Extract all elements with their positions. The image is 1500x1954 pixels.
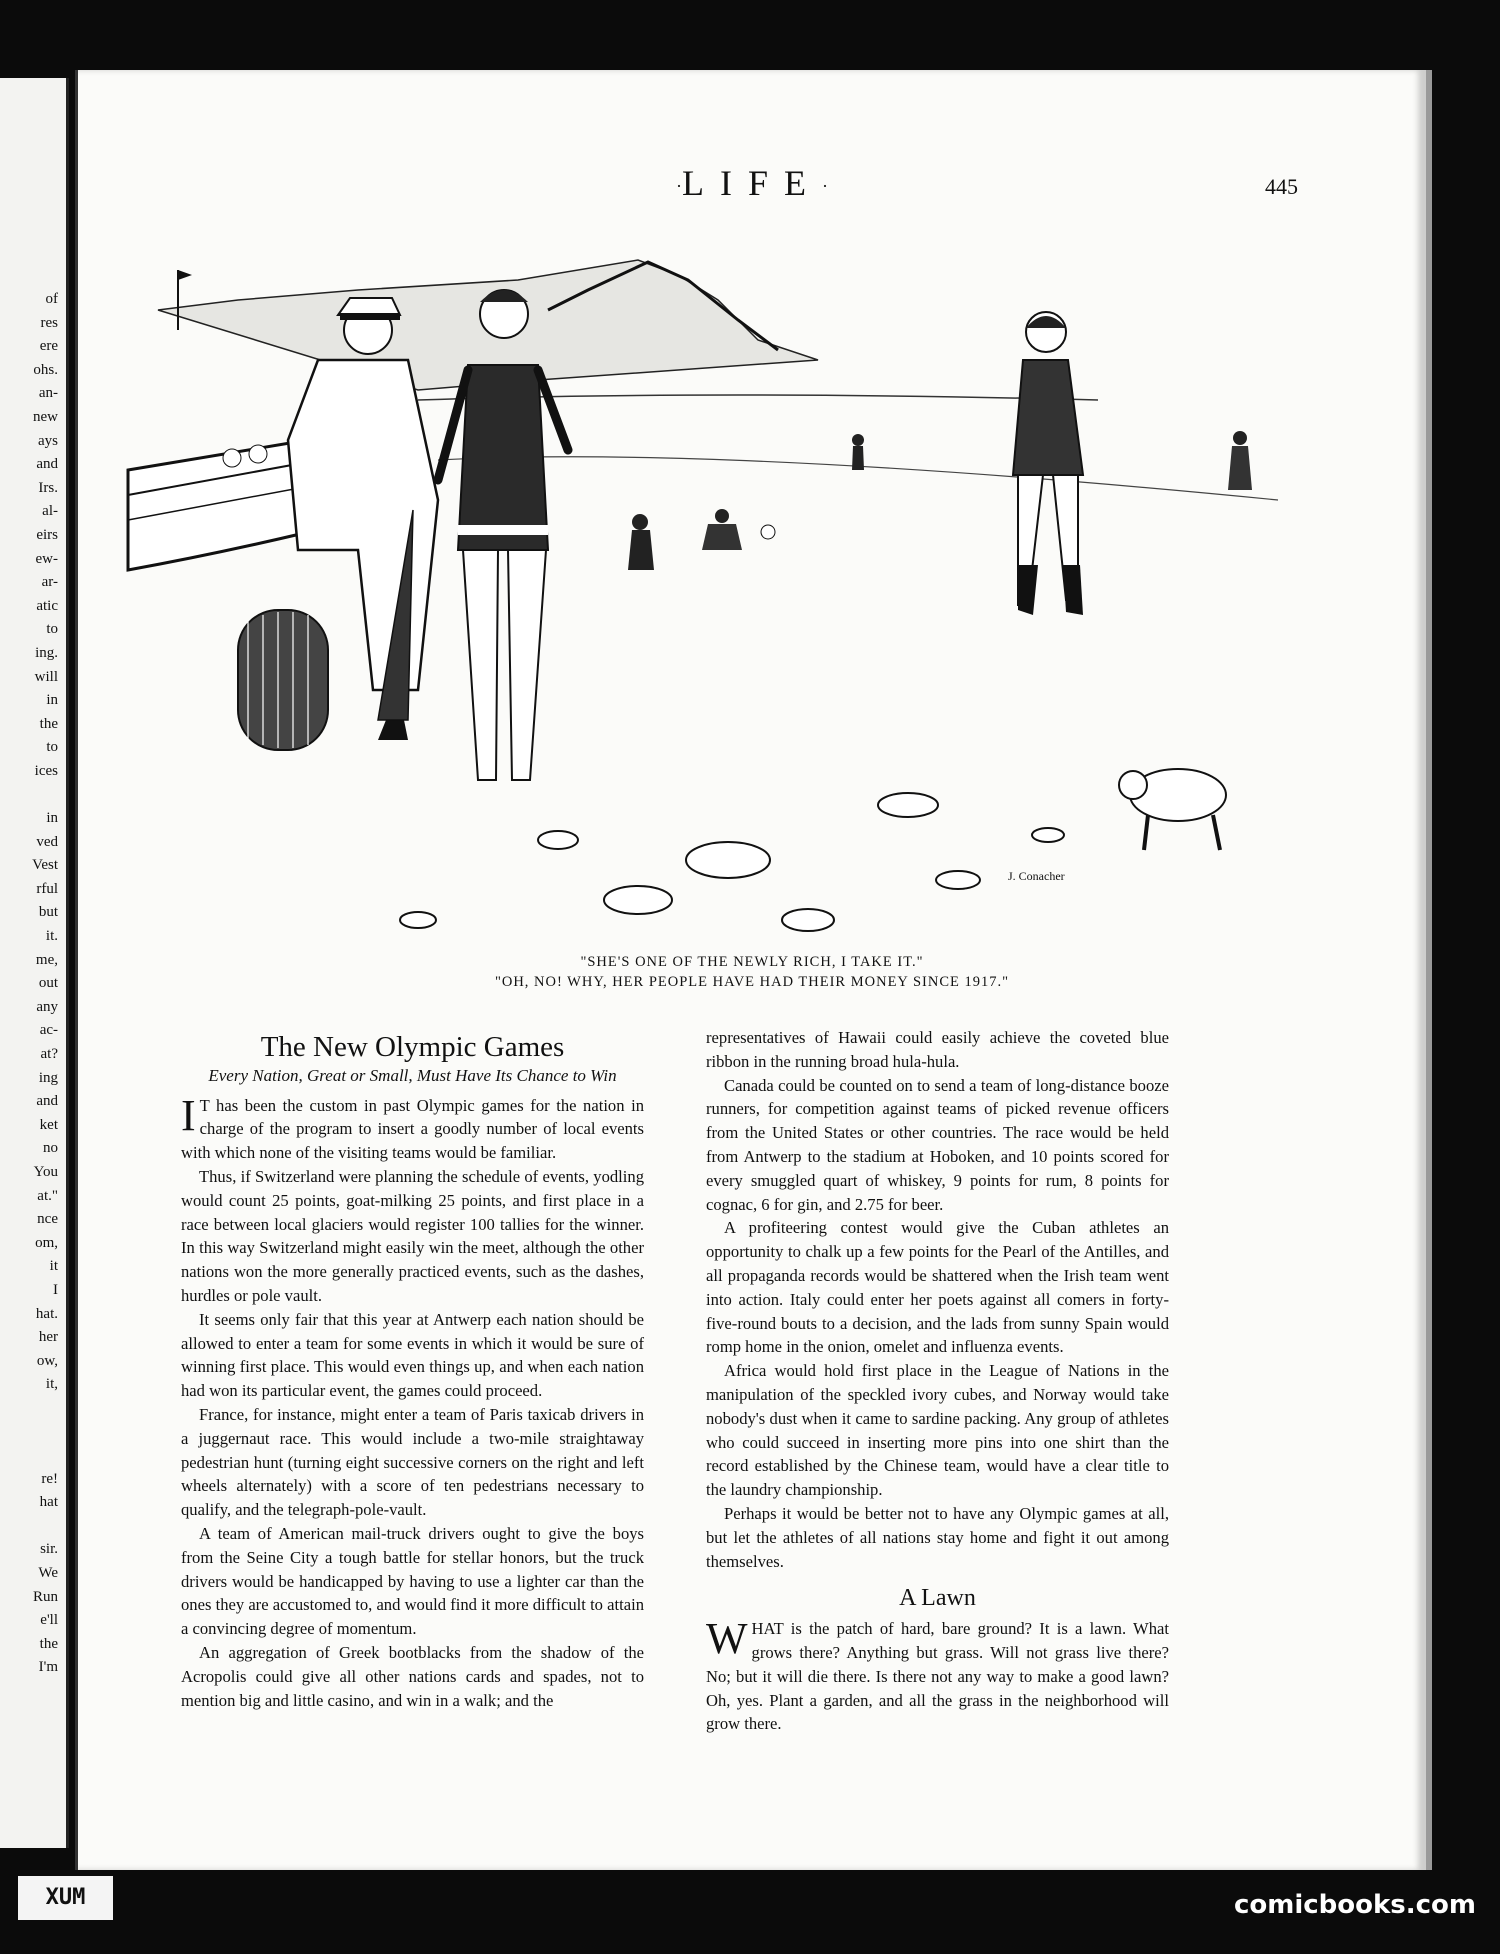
article-paragraph-2: Thus, if Switzerland were planning the schedule of events, yodling would count 25 points, goat-milking 25 points, and first place in a race between local glaciers would register 100 tallies for the winner. In this way Switzerland might easily win the meet, although the other nations won the more generally practiced events, such as the dashes, hurdles or pole vault.	[181, 1166, 644, 1305]
facing-page-fragment	[32, 1444, 58, 1468]
facing-page-text	[32, 288, 58, 1680]
facing-page-fragment: ing.	[35, 644, 58, 661]
article-paragraph-10: Africa would hold first place in the League of Nations in the manipulation of the speckled ivory cubes, and Norway would take nobody's dust when it came to sardine packing. Any group of athletes who could succeed in inserting more pins into one shirt than the record established by the Chinese team, would have a clear title to the laundry championship.	[706, 1361, 1169, 1500]
facing-page-fragment: to	[46, 739, 58, 756]
facing-page-fragment: ow,	[36, 1352, 58, 1369]
facing-page-fragment: I	[53, 1281, 58, 1298]
cartoon-caption	[78, 952, 1426, 992]
caption-line-2: "OH, NO! WHY, HER PEOPLE HAVE HAD THEIR MONEY SINCE 1917."	[494, 974, 1010, 990]
facing-page-fragment: and	[36, 456, 58, 473]
facing-page-fragment: ices	[34, 762, 58, 779]
xum-badge: XUM	[18, 1876, 113, 1920]
facing-page-fragment: Run	[32, 1588, 58, 1605]
article-paragraph-11: Perhaps it would be better not to have any Olympic games at all, but let the athletes of all nations stay home and fight it out among themselves.	[706, 1503, 1169, 1571]
facing-page-fragment: will	[34, 668, 58, 685]
facing-page-fragment: res	[40, 314, 58, 331]
facing-page-fragment: Irs.	[38, 479, 58, 496]
facing-page-fragment: in	[46, 810, 58, 827]
article-paragraph-5: A team of American mail-truck drivers ought to give the boys from the Seine City a tough battle for stellar honors, but the truck drivers would be handicapped by having to use a lighter car than the ones they are accustomed to, and would find it more difficult to attain a convincing degree of momentum.	[181, 1523, 644, 1639]
facing-page-fragment	[32, 783, 58, 807]
facing-page-fragment: ohs.	[33, 361, 58, 378]
facing-page-fragment: of	[45, 291, 58, 307]
facing-page-fragment: in	[46, 692, 58, 709]
article-paragraph-1	[181, 1090, 644, 1165]
facing-page-fragment: re!	[41, 1470, 58, 1487]
caption-line-1: "SHE'S ONE OF THE NEWLY RICH, I TAKE IT."	[580, 954, 924, 970]
facing-page-fragment: the	[39, 715, 58, 732]
facing-page-fragment: I'm	[38, 1659, 58, 1676]
facing-page-fragment: atic	[36, 597, 58, 614]
facing-page-fragment: We	[38, 1565, 58, 1582]
facing-page-fragment: any	[36, 998, 58, 1015]
facing-page-fragment: no	[43, 1140, 58, 1157]
facing-page-fragment: rful	[36, 880, 58, 897]
facing-page-fragment: hat	[39, 1494, 58, 1511]
facing-page-fragment	[32, 1421, 58, 1445]
facing-page-fragment: Vest	[32, 857, 58, 874]
page-number: 445	[1265, 174, 1298, 199]
magazine-page	[75, 70, 1432, 1870]
facing-page-fragment: ac-	[39, 1022, 58, 1039]
facing-page-fragment: and	[36, 1093, 58, 1110]
facing-page-fragment: out	[38, 975, 58, 992]
facing-page-fragment: it	[49, 1258, 58, 1275]
article-paragraph-7: representatives of Hawaii could easily achieve the coveted blue ribbon in the running broad hula-hula.	[706, 1028, 1169, 1071]
facing-page-fragment: hat.	[35, 1305, 58, 1322]
masthead-dot-right: ·	[822, 176, 828, 197]
facing-page-fragment	[32, 1397, 58, 1421]
facing-page-fragment: om,	[35, 1234, 58, 1251]
facing-page-edge	[0, 78, 69, 1848]
facing-page-fragment: but	[38, 904, 58, 921]
beach-illustration	[118, 220, 1308, 1010]
masthead-dot-left: ·	[676, 176, 682, 197]
masthead-title: LIFE	[682, 163, 822, 203]
facing-page-fragment: e'll	[40, 1612, 58, 1629]
article-title: The New Olympic Games	[260, 1031, 565, 1063]
site-watermark: comicbooks.com	[1233, 1890, 1476, 1920]
facing-page-fragment: an-	[38, 385, 58, 402]
facing-page-fragment: You	[33, 1163, 58, 1180]
article-paragraph-4: France, for instance, might enter a team of Paris taxicab drivers in a juggernaut race. This would include a two-mile straightaway pedestrian hunt (turning eight successive corners on the right and left wheels alternately) with a score of ten pedestrians necessary to qualify, and the telegraph-pole-vault.	[181, 1404, 644, 1520]
facing-page-fragment: al-	[42, 503, 58, 520]
facing-page-fragment: eirs	[36, 526, 58, 543]
article-paragraph-8: Canada could be counted on to send a team of long-distance booze runners, for competition against teams of picked revenue officers from the United States or other countries. The race would be held from Antwerp to the stadium at Hoboken, and 10 points scored for every smuggled quart of whiskey, 9 points for rum, 8 points for cognac, 6 for gin, and 2.75 for beer.	[706, 1075, 1169, 1214]
article-subtitle: Every Nation, Great or Small, Must Have Its Chance to Win	[208, 1065, 617, 1085]
facing-page-fragment: it,	[45, 1376, 58, 1393]
facing-page-fragment: ing	[38, 1069, 58, 1086]
lawn-title: A Lawn	[899, 1585, 976, 1612]
facing-page-fragment: at?	[40, 1046, 58, 1062]
facing-page-fragment: ere	[39, 338, 58, 355]
facing-page-fragment: at."	[37, 1187, 58, 1204]
facing-page-fragment	[32, 1515, 58, 1539]
lawn-paragraph	[706, 1614, 1169, 1736]
facing-page-fragment: new	[33, 408, 58, 425]
article-p1-text: T has been the custom in past Olympic games for the nation in charge of the program to insert a goodly number of local events with which none of the visiting teams would be familiar.	[181, 1095, 644, 1163]
facing-page-fragment: ar-	[41, 574, 58, 591]
facing-page-fragment: ew-	[35, 550, 58, 567]
facing-page-fragment: me,	[35, 951, 58, 968]
article-dropcap: I	[181, 1090, 196, 1140]
facing-page-fragment: ket	[39, 1116, 58, 1133]
facing-page-fragment: nce	[37, 1211, 58, 1228]
lawn-text: HAT is the patch of hard, bare ground? It is a lawn. What grows there? Anything but grass. Will not grass live there? No; but it will die there. Is there not any way to make a good lawn? Oh, yes. Plant a garden, and all the grass in the neighborhood will grow there.	[706, 1619, 1169, 1734]
artist-signature: J. Conacher	[1008, 869, 1065, 883]
facing-page-fragment: ays	[38, 432, 58, 449]
facing-page-fragment: her	[38, 1329, 58, 1346]
article-paragraph-9: A profiteering contest would give the Cuban athletes an opportunity to chalk up a few points for the Pearl of the Antilles, and all propaganda records would be shattered when the Irish team went into action. Italy could enter her poets against all comers in forty-five-round bouts to a decision, and the lads from sunny Spain would romp home in the onion, omelet and influenza events.	[706, 1218, 1169, 1357]
article-column-left	[181, 1026, 644, 1712]
facing-page-fragment: to	[46, 621, 58, 638]
masthead	[78, 162, 1426, 204]
article-column-right	[706, 1026, 1169, 1736]
article-paragraph-6: An aggregation of Greek bootblacks from the shadow of the Acropolis could give all other nations cards and spades, not to mention big and little casino, and win in a walk; and the	[181, 1642, 644, 1710]
lawn-dropcap: W	[706, 1614, 748, 1664]
article-paragraph-3: It seems only fair that this year at Antwerp each nation should be allowed to enter a team for some events in which it would be sure of winning first place. This would even things up, and when each nation had won its particular event, the games could proceed.	[181, 1309, 644, 1401]
facing-page-fragment: it.	[45, 928, 58, 945]
facing-page-fragment: sir.	[40, 1541, 58, 1558]
facing-page-fragment: ved	[36, 833, 58, 850]
facing-page-fragment: the	[39, 1635, 58, 1652]
